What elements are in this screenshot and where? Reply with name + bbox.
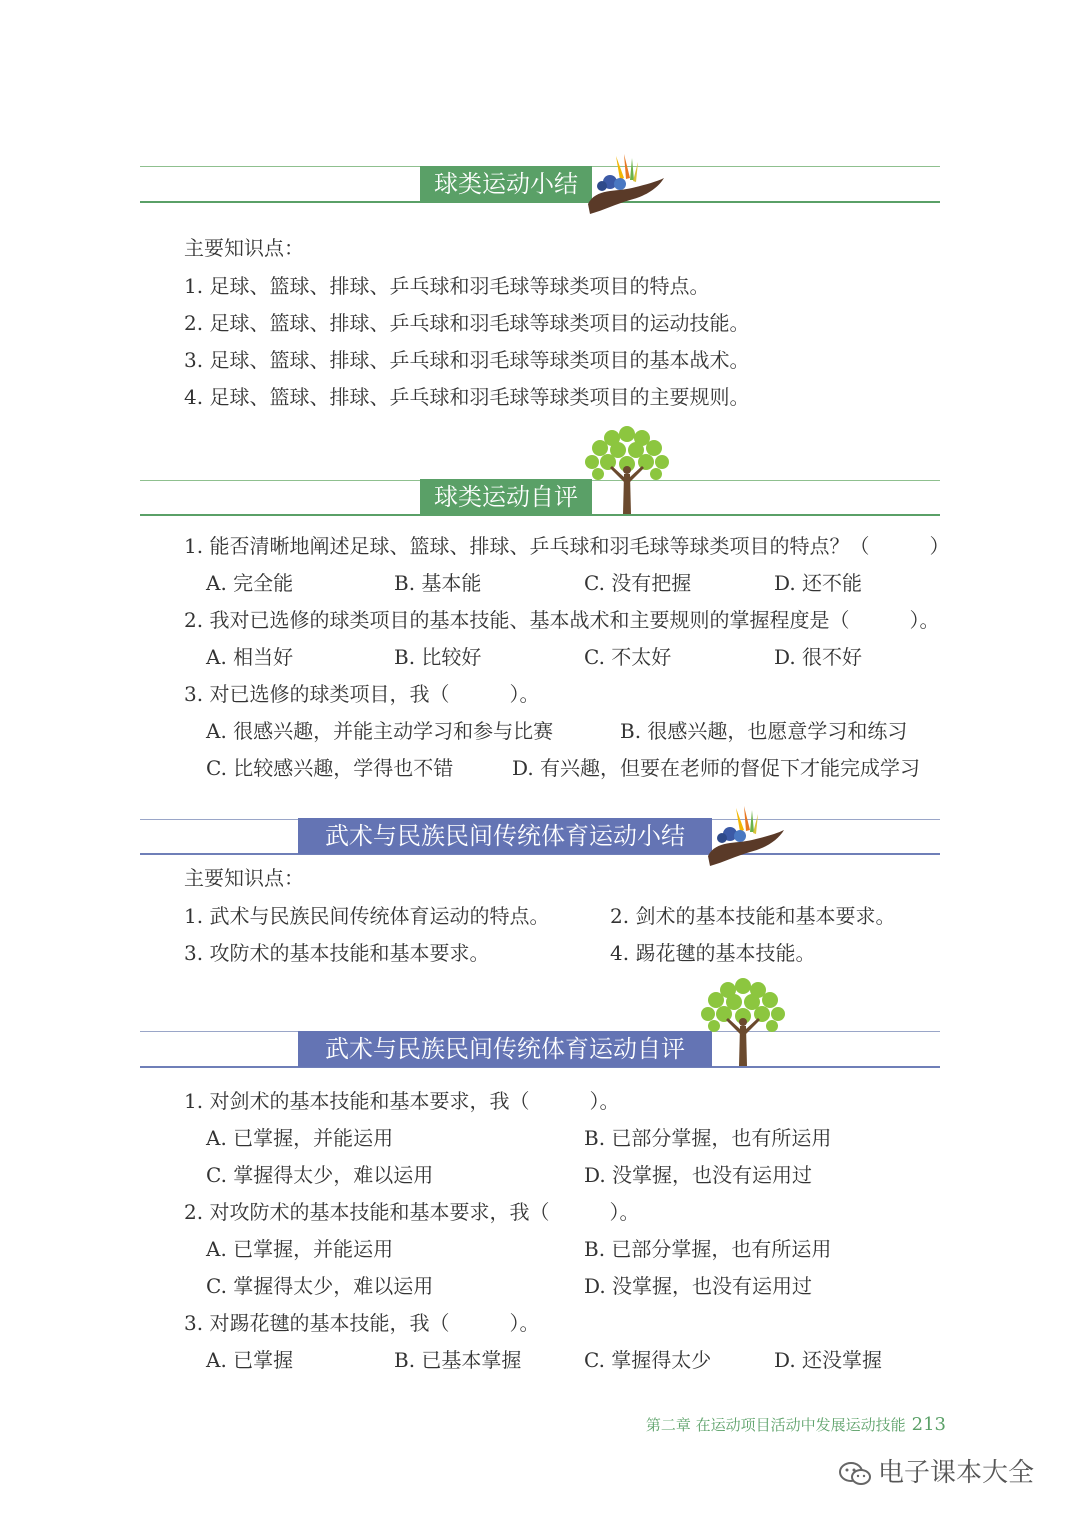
- option: A. 相当好: [206, 645, 294, 669]
- knowledge-item: 1. 武术与民族民间传统体育运动的特点。: [184, 904, 550, 928]
- option: A. 已掌握，并能运用: [206, 1237, 394, 1261]
- option: D. 还没掌握: [774, 1348, 883, 1372]
- option: D. 没掌握，也没有运用过: [584, 1163, 813, 1187]
- option: A. 已掌握: [206, 1348, 294, 1372]
- watermark-text: 电子课本大全: [878, 1458, 1035, 1488]
- tree-figure-icon: [698, 976, 788, 1068]
- option: C. 不太好: [584, 645, 672, 669]
- knowledge-item: 1. 足球、篮球、排球、乒乓球和羽毛球等球类项目的特点。: [184, 274, 710, 298]
- option: C. 掌握得太少，难以运用: [206, 1163, 434, 1187]
- option: D. 还不能: [774, 571, 863, 595]
- question: 2. 我对已选修的球类项目的基本技能、基本战术和主要规则的掌握程度是（ ）。: [184, 608, 940, 632]
- option: C. 没有把握: [584, 571, 692, 595]
- wechat-icon: [838, 1460, 872, 1488]
- option: B. 已部分掌握，也有所运用: [584, 1237, 832, 1261]
- page-footer: [646, 1414, 946, 1435]
- section-banner: 球类运动小结: [420, 166, 592, 202]
- option: B. 已部分掌握，也有所运用: [584, 1126, 832, 1150]
- knowledge-item: 4. 踢花毽的基本技能。: [610, 941, 816, 965]
- option: D. 有兴趣，但要在老师的督促下才能完成学习: [512, 756, 921, 780]
- option: D. 很不好: [774, 645, 863, 669]
- watermark: [838, 1452, 1034, 1489]
- knowledge-item: 2. 足球、篮球、排球、乒乓球和羽毛球等球类项目的运动技能。: [184, 311, 750, 335]
- knowledge-item: 3. 攻防术的基本技能和基本要求。: [184, 941, 490, 965]
- knowledge-intro: 主要知识点：: [184, 866, 304, 890]
- knowledge-item: 2. 剑术的基本技能和基本要求。: [610, 904, 896, 928]
- option: D. 没掌握，也没有运用过: [584, 1274, 813, 1298]
- option: C. 掌握得太少: [584, 1348, 712, 1372]
- option: B. 已基本掌握: [394, 1348, 522, 1372]
- option: B. 很感兴趣，也愿意学习和练习: [620, 719, 908, 743]
- section-banner: 球类运动自评: [420, 479, 592, 515]
- knowledge-item: 4. 足球、篮球、排球、乒乓球和羽毛球等球类项目的主要规则。: [184, 385, 750, 409]
- option: A. 完全能: [206, 571, 294, 595]
- knowledge-item: 3. 足球、篮球、排球、乒乓球和羽毛球等球类项目的基本战术。: [184, 348, 750, 372]
- option: B. 基本能: [394, 571, 482, 595]
- page-number: 213: [911, 1414, 946, 1435]
- chapter-title: 第二章 在运动项目活动中发展运动技能: [645, 1416, 906, 1434]
- question: 1. 能否清晰地阐述足球、篮球、排球、乒乓球和羽毛球等球类项目的特点？（ ）: [184, 534, 950, 558]
- option: C. 比较感兴趣，学得也不错: [206, 756, 454, 780]
- question: 3. 对已选修的球类项目，我（ ）。: [184, 682, 540, 706]
- option: A. 已掌握，并能运用: [206, 1126, 394, 1150]
- section-banner: 武术与民族民间传统体育运动小结: [298, 818, 712, 854]
- tree-figure-icon: [582, 424, 672, 516]
- hand-holding-sports-icon: [706, 800, 790, 872]
- question: 2. 对攻防术的基本技能和基本要求，我（ ）。: [184, 1200, 640, 1224]
- question: 3. 对踢花毽的基本技能，我（ ）。: [184, 1311, 540, 1335]
- option: A. 很感兴趣，并能主动学习和参与比赛: [206, 719, 554, 743]
- knowledge-intro: 主要知识点：: [184, 236, 304, 260]
- section-banner: 武术与民族民间传统体育运动自评: [298, 1031, 712, 1067]
- hand-holding-sports-icon: [586, 148, 670, 220]
- option: C. 掌握得太少，难以运用: [206, 1274, 434, 1298]
- option: B. 比较好: [394, 645, 482, 669]
- question: 1. 对剑术的基本技能和基本要求，我（ ）。: [184, 1089, 620, 1113]
